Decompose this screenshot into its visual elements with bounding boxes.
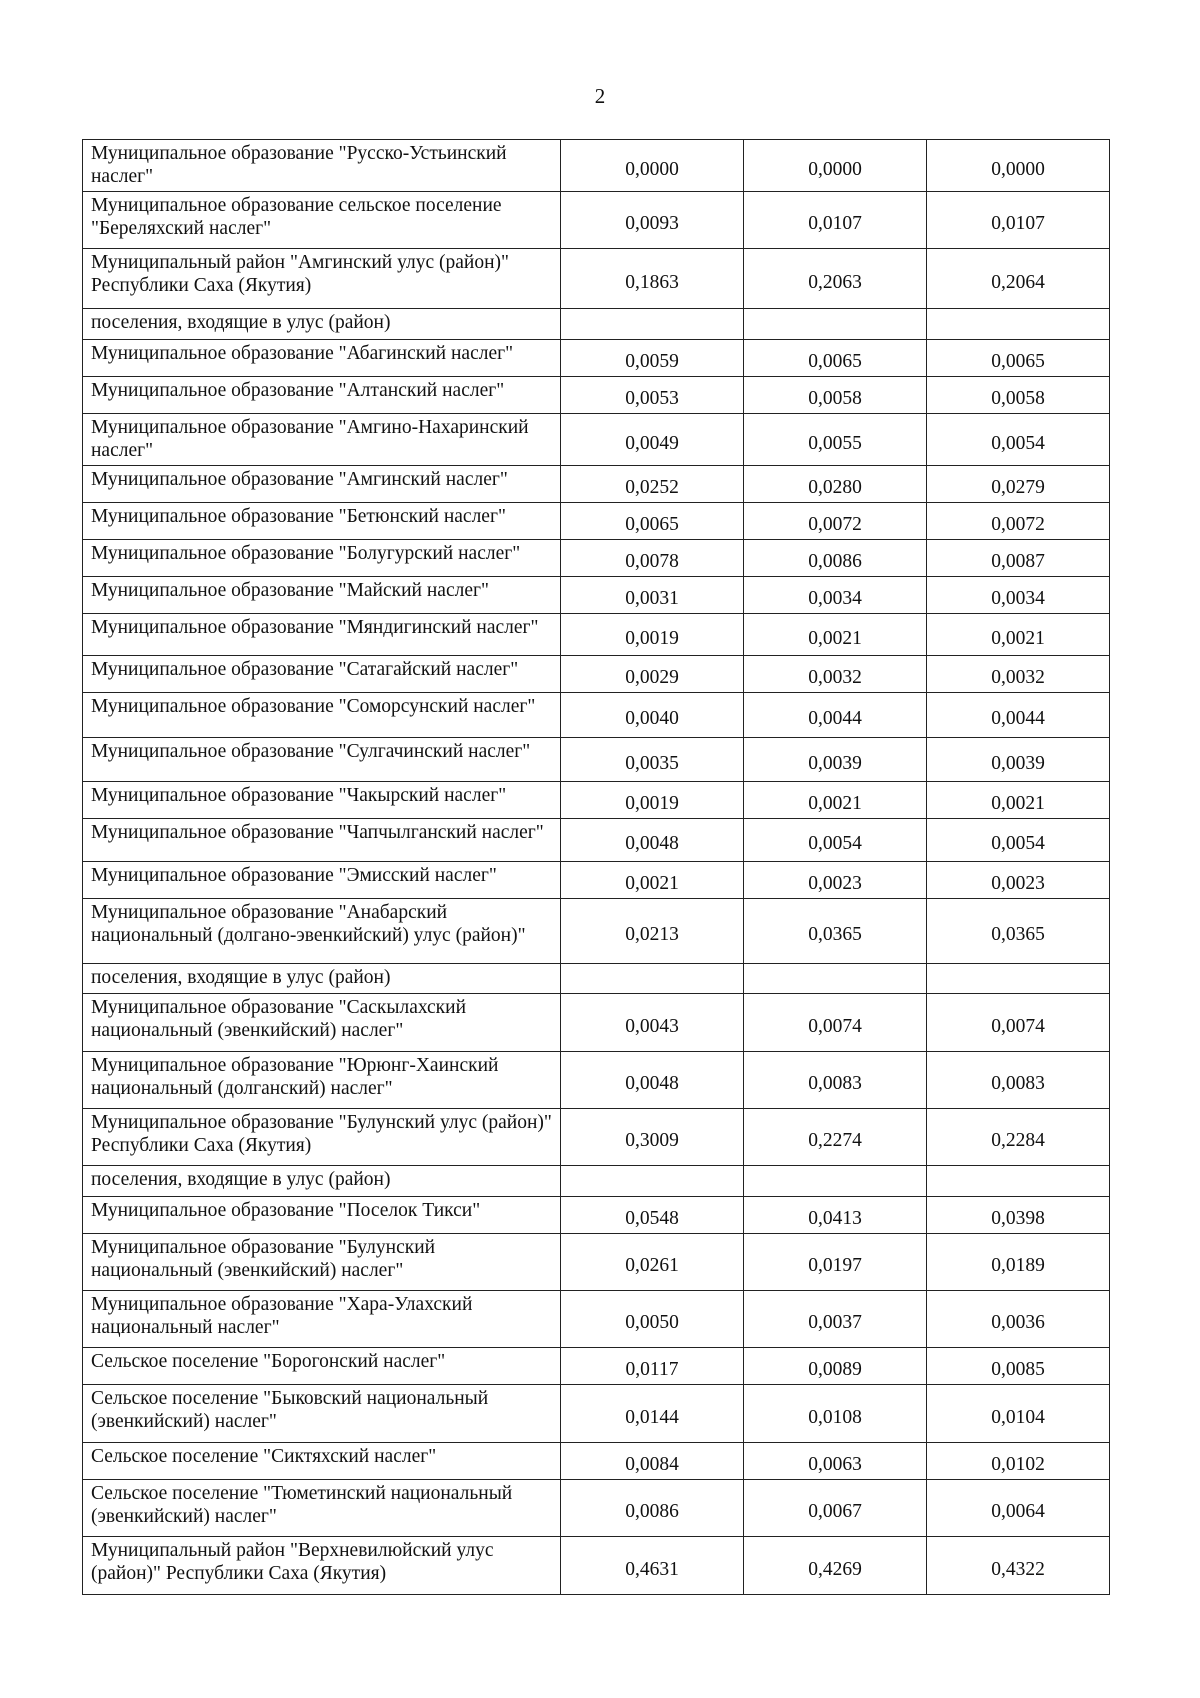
row-name-cell: Муниципальное образование сельское поселение "Береляхский наслег" — [83, 192, 561, 249]
row-name-cell: Муниципальное образование "Амгинский наслег" — [83, 466, 561, 503]
value-cell-v1: 0,0144 — [561, 1385, 744, 1443]
table-row — [83, 1052, 1110, 1109]
row-name-cell: Муниципальное образование "Эмисский наслег" — [83, 862, 561, 899]
value-cell-v1: 0,0059 — [561, 340, 744, 377]
value-cell-v1: 0,0048 — [561, 819, 744, 862]
table-row — [83, 1537, 1110, 1595]
table-row — [83, 466, 1110, 503]
value-cell-v1: 0,0035 — [561, 738, 744, 782]
value-cell-v1: 0,0019 — [561, 782, 744, 819]
value-cell-v3 — [927, 964, 1110, 994]
value-cell-v1: 0,0078 — [561, 540, 744, 577]
value-cell-v2: 0,0086 — [744, 540, 927, 577]
value-cell-v3: 0,0064 — [927, 1480, 1110, 1537]
value-cell-v2: 0,0197 — [744, 1234, 927, 1291]
table-row — [83, 1291, 1110, 1348]
value-cell-v1 — [561, 964, 744, 994]
value-cell-v3: 0,0189 — [927, 1234, 1110, 1291]
value-cell-v1: 0,0048 — [561, 1052, 744, 1109]
value-cell-v1: 0,1863 — [561, 249, 744, 309]
row-name-cell: Муниципальное образование "Абагинский наслег" — [83, 340, 561, 377]
value-cell-v2: 0,0034 — [744, 577, 927, 614]
value-cell-v2: 0,0072 — [744, 503, 927, 540]
row-name-cell: Сельское поселение "Тюметинский национальный (эвенкийский) наслег" — [83, 1480, 561, 1537]
value-cell-v2 — [744, 309, 927, 340]
value-cell-v3: 0,0034 — [927, 577, 1110, 614]
value-cell-v3 — [927, 309, 1110, 340]
value-cell-v1: 0,0029 — [561, 656, 744, 693]
value-cell-v1: 0,3009 — [561, 1109, 744, 1166]
value-cell-v2: 0,0074 — [744, 994, 927, 1052]
value-cell-v2: 0,0063 — [744, 1443, 927, 1480]
value-cell-v1: 0,0050 — [561, 1291, 744, 1348]
row-name-cell: Сельское поселение "Борогонский наслег" — [83, 1348, 561, 1385]
value-cell-v3: 0,0000 — [927, 140, 1110, 192]
value-cell-v2: 0,0108 — [744, 1385, 927, 1443]
row-name-cell: Муниципальное образование "Сулгачинский наслег" — [83, 738, 561, 782]
row-name-cell: Муниципальное образование "Майский наслег" — [83, 577, 561, 614]
value-cell-v3: 0,0054 — [927, 414, 1110, 466]
value-cell-v1: 0,0084 — [561, 1443, 744, 1480]
row-name-cell: Муниципальное образование "Соморсунский наслег" — [83, 693, 561, 738]
value-cell-v2: 0,0037 — [744, 1291, 927, 1348]
value-cell-v2: 0,2274 — [744, 1109, 927, 1166]
table-row — [83, 964, 1110, 994]
value-cell-v3: 0,0107 — [927, 192, 1110, 249]
value-cell-v2: 0,0067 — [744, 1480, 927, 1537]
value-cell-v1: 0,0548 — [561, 1197, 744, 1234]
value-cell-v1: 0,0261 — [561, 1234, 744, 1291]
value-cell-v1: 0,0213 — [561, 899, 744, 964]
value-cell-v3: 0,0074 — [927, 994, 1110, 1052]
table-row — [83, 140, 1110, 192]
value-cell-v3: 0,0021 — [927, 614, 1110, 656]
table-row — [83, 1109, 1110, 1166]
table-row — [83, 249, 1110, 309]
value-cell-v3: 0,0021 — [927, 782, 1110, 819]
table-row — [83, 1443, 1110, 1480]
value-cell-v2: 0,0365 — [744, 899, 927, 964]
value-cell-v1: 0,0040 — [561, 693, 744, 738]
table-row — [83, 738, 1110, 782]
table-row — [83, 377, 1110, 414]
value-cell-v2: 0,4269 — [744, 1537, 927, 1595]
row-name-cell: Муниципальное образование "Хара-Улахский национальный наслег" — [83, 1291, 561, 1348]
value-cell-v2: 0,0021 — [744, 614, 927, 656]
value-cell-v1 — [561, 1166, 744, 1197]
value-cell-v3: 0,0044 — [927, 693, 1110, 738]
value-cell-v2: 0,0058 — [744, 377, 927, 414]
value-cell-v3: 0,0102 — [927, 1443, 1110, 1480]
row-name-cell: поселения, входящие в улус (район) — [83, 964, 561, 994]
row-name-cell: поселения, входящие в улус (район) — [83, 309, 561, 340]
row-name-cell: Муниципальное образование "Чапчылганский наслег" — [83, 819, 561, 862]
value-cell-v2 — [744, 1166, 927, 1197]
row-name-cell: Муниципальное образование "Булунский национальный (эвенкийский) наслег" — [83, 1234, 561, 1291]
value-cell-v2: 0,0055 — [744, 414, 927, 466]
value-cell-v2: 0,0083 — [744, 1052, 927, 1109]
value-cell-v3: 0,0279 — [927, 466, 1110, 503]
value-cell-v2: 0,0000 — [744, 140, 927, 192]
table-row — [83, 1348, 1110, 1385]
value-cell-v2: 0,0032 — [744, 656, 927, 693]
value-cell-v1: 0,0031 — [561, 577, 744, 614]
value-cell-v1 — [561, 309, 744, 340]
value-cell-v3: 0,0072 — [927, 503, 1110, 540]
table-row — [83, 1480, 1110, 1537]
table-row — [83, 192, 1110, 249]
value-cell-v2: 0,0065 — [744, 340, 927, 377]
table-row — [83, 309, 1110, 340]
table-row — [83, 503, 1110, 540]
value-cell-v3: 0,0032 — [927, 656, 1110, 693]
table-row — [83, 782, 1110, 819]
value-cell-v3: 0,0085 — [927, 1348, 1110, 1385]
row-name-cell: Муниципальное образование "Алтанский наслег" — [83, 377, 561, 414]
value-cell-v2: 0,0023 — [744, 862, 927, 899]
value-cell-v3: 0,0365 — [927, 899, 1110, 964]
row-name-cell: Муниципальное образование "Сатагайский наслег" — [83, 656, 561, 693]
row-name-cell: Муниципальное образование "Анабарский национальный (долгано-эвенкийский) улус (район)" — [83, 899, 561, 964]
value-cell-v1: 0,0053 — [561, 377, 744, 414]
value-cell-v3: 0,2064 — [927, 249, 1110, 309]
value-cell-v3: 0,0058 — [927, 377, 1110, 414]
row-name-cell: Муниципальное образование "Поселок Тикси" — [83, 1197, 561, 1234]
row-name-cell: Сельское поселение "Сиктяхский наслег" — [83, 1443, 561, 1480]
row-name-cell: Муниципальное образование "Амгино-Нахаринский наслег" — [83, 414, 561, 466]
table-row — [83, 1385, 1110, 1443]
value-cell-v2: 0,2063 — [744, 249, 927, 309]
table-row — [83, 614, 1110, 656]
table-row — [83, 819, 1110, 862]
row-name-cell: Муниципальное образование "Чакырский наслег" — [83, 782, 561, 819]
value-cell-v2: 0,0413 — [744, 1197, 927, 1234]
table-body — [83, 140, 1110, 1595]
table-row — [83, 1166, 1110, 1197]
value-cell-v1: 0,4631 — [561, 1537, 744, 1595]
value-cell-v1: 0,0117 — [561, 1348, 744, 1385]
value-cell-v3: 0,0398 — [927, 1197, 1110, 1234]
value-cell-v1: 0,0021 — [561, 862, 744, 899]
value-cell-v2: 0,0280 — [744, 466, 927, 503]
value-cell-v1: 0,0019 — [561, 614, 744, 656]
row-name-cell: поселения, входящие в улус (район) — [83, 1166, 561, 1197]
table-row — [83, 1234, 1110, 1291]
row-name-cell: Муниципальный район "Верхневилюйский улус (район)" Республики Саха (Якутия) — [83, 1537, 561, 1595]
value-cell-v3: 0,0039 — [927, 738, 1110, 782]
table-row — [83, 540, 1110, 577]
value-cell-v3: 0,4322 — [927, 1537, 1110, 1595]
table-row — [83, 693, 1110, 738]
value-cell-v1: 0,0086 — [561, 1480, 744, 1537]
row-name-cell: Муниципальное образование "Болугурский наслег" — [83, 540, 561, 577]
value-cell-v1: 0,0252 — [561, 466, 744, 503]
value-cell-v1: 0,0093 — [561, 192, 744, 249]
row-name-cell: Муниципальное образование "Мяндигинский наслег" — [83, 614, 561, 656]
table-row — [83, 862, 1110, 899]
page-number: 2 — [594, 84, 606, 108]
value-cell-v1: 0,0065 — [561, 503, 744, 540]
value-cell-v3 — [927, 1166, 1110, 1197]
table-row — [83, 340, 1110, 377]
value-cell-v3: 0,0054 — [927, 819, 1110, 862]
value-cell-v3: 0,0087 — [927, 540, 1110, 577]
row-name-cell: Муниципальное образование "Булунский улус (район)" Республики Саха (Якутия) — [83, 1109, 561, 1166]
value-cell-v3: 0,0065 — [927, 340, 1110, 377]
value-cell-v2: 0,0107 — [744, 192, 927, 249]
value-cell-v2 — [744, 964, 927, 994]
table-row — [83, 1197, 1110, 1234]
value-cell-v3: 0,2284 — [927, 1109, 1110, 1166]
value-cell-v1: 0,0000 — [561, 140, 744, 192]
row-name-cell: Муниципальный район "Амгинский улус (район)" Республики Саха (Якутия) — [83, 249, 561, 309]
value-cell-v3: 0,0104 — [927, 1385, 1110, 1443]
table-row — [83, 899, 1110, 964]
table-row — [83, 656, 1110, 693]
row-name-cell: Муниципальное образование "Юрюнг-Хаинский национальный (долганский) наслег" — [83, 1052, 561, 1109]
coefficients-table — [82, 139, 1110, 1595]
value-cell-v3: 0,0083 — [927, 1052, 1110, 1109]
row-name-cell: Муниципальное образование "Бетюнский наслег" — [83, 503, 561, 540]
value-cell-v2: 0,0021 — [744, 782, 927, 819]
row-name-cell: Муниципальное образование "Русско-Устьинский наслег" — [83, 140, 561, 192]
table-row — [83, 414, 1110, 466]
value-cell-v3: 0,0036 — [927, 1291, 1110, 1348]
value-cell-v2: 0,0044 — [744, 693, 927, 738]
value-cell-v1: 0,0043 — [561, 994, 744, 1052]
value-cell-v2: 0,0039 — [744, 738, 927, 782]
value-cell-v2: 0,0054 — [744, 819, 927, 862]
value-cell-v3: 0,0023 — [927, 862, 1110, 899]
value-cell-v1: 0,0049 — [561, 414, 744, 466]
value-cell-v2: 0,0089 — [744, 1348, 927, 1385]
table-row — [83, 994, 1110, 1052]
table-row — [83, 577, 1110, 614]
row-name-cell: Муниципальное образование "Саскылахский национальный (эвенкийский) наслег" — [83, 994, 561, 1052]
row-name-cell: Сельское поселение "Быковский национальный (эвенкийский) наслег" — [83, 1385, 561, 1443]
